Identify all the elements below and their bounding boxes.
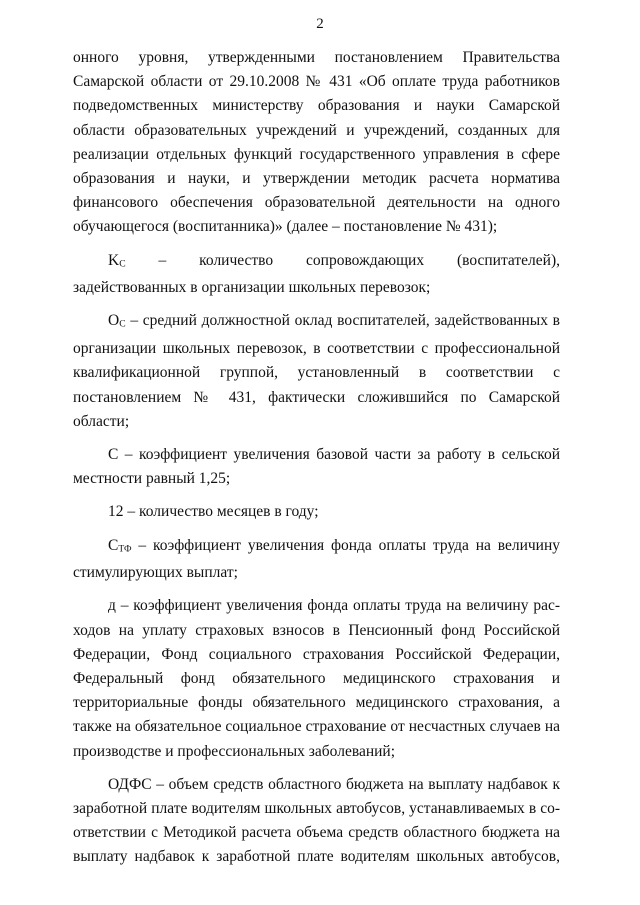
symbol-oc-subscript: C xyxy=(119,318,126,330)
page-number: 2 xyxy=(316,16,324,32)
paragraph-kc xyxy=(73,249,560,301)
symbol-ctf-definition: – коэффициент увеличения фонда оплаты труда на величину стимулирующих выплат; xyxy=(73,536,560,582)
paragraph-months: 12 – количество месяцев в году; xyxy=(108,503,319,521)
symbol-kc-base: K xyxy=(108,251,120,269)
symbol-kc-subscript: C xyxy=(119,258,126,270)
paragraph-d: д – коэффициент увеличения фонда оплаты труда на величину расходов на уплату страховых взносов в Пенсионный фонд Российской Федерации, Фонд социального страхования Российской Федерации, Федеральный фонд обязательного медицинского страхования и территориальные фонды обязательного медицинского страхования, а также на обязательное социальное страхование от несчастных случаев на производстве и профессиональных заболеваний; xyxy=(73,597,560,760)
paragraph-ctf xyxy=(73,534,560,586)
symbol-oc-definition: – средний должностной оклад воспитателей, задействованных в организации школьных перевозок, в соответствии с профессиональной квалификационной группой, установленный в соответствии с постановлением № 431, фактически сложившийся по Самарской области; xyxy=(73,312,560,430)
paragraph-oc xyxy=(73,309,560,433)
document-body xyxy=(73,46,560,870)
paragraph-c: C – коэффициент увеличения базовой части за работу в сельской местности равный 1,25; xyxy=(73,445,560,488)
symbol-oc-base: O xyxy=(108,312,120,330)
symbol-ctf-subscript: ТФ xyxy=(118,542,132,554)
paragraph-odfs: ОДФС – объем средств областного бюджета на выплату надбавок к заработной плате водителям школьных автобусов, устанавливаемых в соответствии с Методикой расчета объема средств областного бюджета на выплату надбавок к заработной плате водителям школьных автобусов, xyxy=(73,775,560,866)
paragraph-continuation: онного уровня, утвержденными постановлением Правительства Самарской области от 29.10.2008 № 431 «Об оплате труда работников подведомственных министерству образования и науки Самарской области образовательных учреждений и учреждений, созданных для реализации отдельных функций государственного управления в сфере образования и науки, и утверждении методик расчета норматива финансового обеспечения образовательной деятельности на одного обучающегося (воспитанника)» (далее – постановление № 431); xyxy=(73,49,560,236)
symbol-ctf-base: C xyxy=(108,536,119,554)
symbol-kc-definition: – количество сопровождающих (воспитателей), задействованных в организации школьных перевозок; xyxy=(73,251,560,297)
